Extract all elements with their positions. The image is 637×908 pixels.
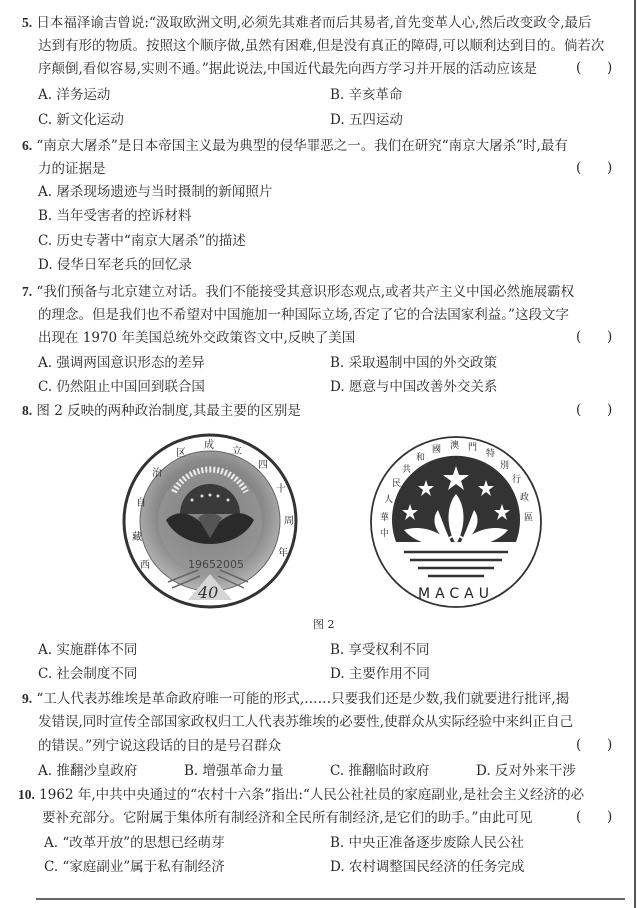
question-text-line: 1962 年,中共中央通过的“农村十六条”指出:“人民公社社员的家庭副业,是社会主义经济的必 [39, 787, 585, 803]
svg-text:自: 自 [136, 498, 146, 509]
svg-text:成: 成 [204, 440, 214, 451]
emblem-anniversary-number: 40 [198, 583, 219, 602]
emblem-year-start: 1965 [188, 558, 216, 571]
svg-text:藏: 藏 [132, 532, 142, 543]
svg-text:中: 中 [380, 529, 390, 539]
svg-text:國: 國 [432, 445, 442, 455]
answer-blank[interactable]: ( ) [576, 60, 613, 76]
svg-text:周: 周 [284, 516, 294, 527]
macau-sar-emblem [366, 432, 546, 612]
answer-blank[interactable]: ( ) [576, 809, 613, 825]
svg-text:西: 西 [140, 560, 150, 571]
question-number: 7. [22, 284, 33, 299]
option-c[interactable]: C. 新文化运动 [38, 112, 124, 128]
option-c[interactable]: C. 仍然阻止中国回到联合国 [38, 379, 205, 395]
option-b[interactable]: B. 当年受害者的控诉材料 [38, 208, 192, 224]
question-text-line: 达到有形的物质。按照这个顺序做,虽然有困难,但是没有真正的障碍,可以顺利达到目的。倘若次 [38, 38, 605, 54]
option-c[interactable]: C. 历史专著中“南京大屠杀”的描述 [38, 233, 246, 249]
svg-text:區: 區 [524, 513, 534, 523]
question-text-line: 发错误,同时宣传全部国家政权归工人代表苏维埃的必要性,使群众从实际经验中来纠正自己 [38, 714, 574, 730]
answer-blank[interactable]: ( ) [576, 737, 613, 753]
svg-text:和: 和 [416, 453, 426, 463]
svg-text:別: 別 [500, 461, 510, 471]
option-c[interactable]: C. 推翻临时政府 [330, 763, 430, 779]
tibet-anniversary-emblem [118, 432, 302, 610]
answer-blank[interactable]: ( ) [576, 402, 613, 418]
question-text-line: 日本福泽谕吉曾说:“汲取欧洲文明,必须先其难者而后其易者,首先变革人心,然后改变政令,最后 [36, 15, 592, 31]
option-b[interactable]: B. 增强革命力量 [184, 763, 284, 779]
option-d[interactable]: D. 主要作用不同 [330, 666, 430, 682]
question-number: 5. [22, 15, 33, 30]
option-d[interactable]: D. 愿意与中国改善外交关系 [330, 379, 498, 395]
option-b[interactable]: B. 采取遏制中国的外交政策 [330, 355, 498, 371]
answer-blank[interactable]: ( ) [576, 329, 613, 345]
svg-text:十: 十 [276, 484, 286, 495]
option-b[interactable]: B. 中央正准备逐步废除人民公社 [330, 835, 525, 851]
emblem-macau-label: MACAU [417, 586, 495, 602]
option-a[interactable]: A. 实施群体不同 [38, 642, 138, 658]
option-a[interactable]: A. 强调两国意识形态的差异 [38, 355, 205, 371]
question-text-line: “我们预备与北京建立对话。我们不能接受其意识形态观点,或者共产主义中国必然施展霸权 [36, 284, 575, 300]
page-bottom-rule [36, 898, 625, 900]
svg-text:治: 治 [152, 468, 162, 479]
question-text-line: 的理念。但是我们也不希望对中国施加一种国际立场,否定了它的合法国家利益。”这段文字 [38, 307, 569, 323]
option-d[interactable]: D. 五四运动 [330, 112, 403, 128]
option-d[interactable]: D. 反对外来干涉 [476, 763, 576, 779]
option-a[interactable]: A. 洋务运动 [38, 87, 111, 103]
svg-text:政: 政 [520, 493, 530, 503]
question-number: 9. [22, 691, 33, 706]
emblem-year-end: 2005 [216, 558, 244, 571]
question-text-line: 序颠倒,看似容易,实则不通。”据此说法,中国近代最先向西方学习并开展的活动应该是 [38, 61, 538, 77]
svg-text:澳: 澳 [450, 441, 460, 451]
option-c[interactable]: C. 社会制度不同 [38, 666, 138, 682]
option-b[interactable]: B. 享受权利不同 [330, 642, 430, 658]
option-c[interactable]: C. “家庭副业”属于私有制经济 [44, 859, 225, 875]
svg-text:華: 華 [380, 513, 390, 523]
question-text-line: 出现在 1970 年美国总统外交政策咨文中,反映了美国 [38, 330, 356, 346]
question-text-line: “南京大屠杀”是日本帝国主义最为典型的侵华罪恶之一。我们在研究“南京大屠杀”时,最有 [36, 138, 568, 154]
svg-text:年: 年 [278, 548, 288, 559]
svg-text:特: 特 [486, 449, 496, 459]
question-number: 8. [22, 403, 33, 418]
option-d[interactable]: D. 侵华日军老兵的回忆录 [38, 257, 192, 273]
question-number: 6. [22, 138, 33, 153]
question-text-line: 力的证据是 [38, 161, 106, 177]
question-text-line: 要补充部分。它附属于集体所有制经济和全民所有制经济,是它们的助手。”由此可见 [42, 810, 533, 826]
option-b[interactable]: B. 辛亥革命 [330, 87, 403, 103]
option-a[interactable]: A. “改革开放”的思想已经萌芽 [44, 835, 225, 851]
svg-text:門: 門 [468, 443, 478, 453]
answer-blank[interactable]: ( ) [576, 160, 613, 176]
svg-text:四: 四 [258, 460, 268, 471]
page-right-border [634, 0, 636, 908]
option-a[interactable]: A. 屠杀现场遗迹与当时摄制的新闻照片 [38, 184, 273, 200]
svg-text:人: 人 [384, 495, 394, 505]
figure-caption: 图 2 [313, 618, 335, 631]
svg-text:区: 区 [176, 448, 186, 459]
option-d[interactable]: D. 农村调整国民经济的任务完成 [330, 859, 525, 875]
svg-text:共: 共 [402, 465, 412, 475]
question-text-line: 的错误。”列宁说这段话的目的是号召群众 [38, 738, 282, 754]
option-a[interactable]: A. 推翻沙皇政府 [38, 763, 138, 779]
question-number: 10. [18, 787, 35, 802]
svg-text:立: 立 [232, 446, 242, 457]
svg-text:民: 民 [392, 479, 402, 489]
question-text-line: “工人代表苏维埃是革命政府唯一可能的形式,……只要我们还是少数,我们就要进行批评,揭 [36, 691, 570, 707]
question-text-line: 图 2 反映的两种政治制度,其最主要的区别是 [36, 403, 301, 419]
svg-text:行: 行 [512, 475, 522, 485]
